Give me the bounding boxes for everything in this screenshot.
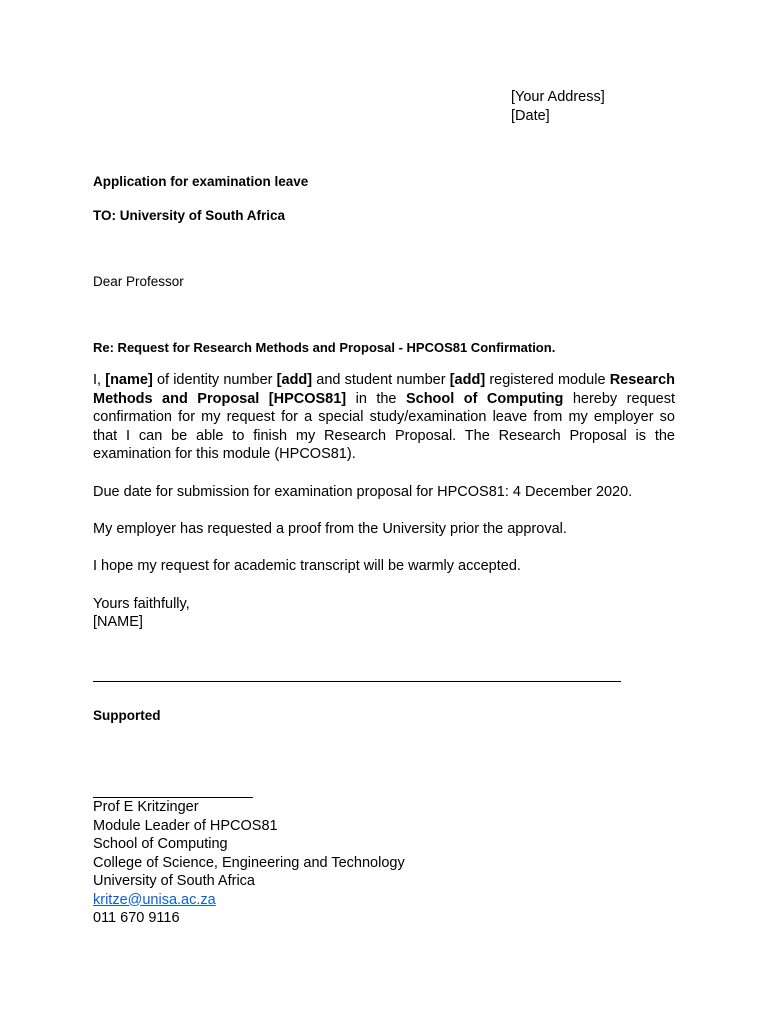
p1-text-4: registered module [485,372,610,388]
supported-label: Supported [93,708,161,723]
salutation: Dear Professor [93,274,184,289]
p1-text-2: of identity number [152,372,277,388]
signatory-block [93,798,405,928]
recipient-line: TO: University of South Africa [93,208,286,223]
school-name: School of Computing [405,390,564,407]
divider-line [93,681,621,682]
p1-text-6: hereby request confirmation for my request for a special study/examination leave from my employer so that I can be able to finish my Research Proposal. The Research Proposal is the examination for this module (HPCOS81). [93,390,675,462]
module-name: Research Methods and Proposal [HPCOS81] [93,372,675,407]
p1-text-1: I, [93,372,106,388]
closing-name: [NAME] [93,614,143,630]
letter-date: [Date] [511,108,550,124]
signatory-college: College of Science, Engineering and Technology [93,854,405,871]
placeholder-student-number: [add] [449,372,486,388]
signatory-role: Module Leader of HPCOS81 [93,817,278,834]
signatory-phone: 011 670 9116 [93,910,180,926]
sender-address: [Your Address] [511,89,605,105]
placeholder-name: [name] [105,372,153,388]
reference-line: Re: Request for Research Methods and Proposal - HPCOS81 Confirmation. [93,340,556,355]
p1-text-5: in the [346,390,406,407]
closing: Yours faithfully, [93,596,190,612]
placeholder-id-number: [add] [276,372,313,388]
body-paragraph-3: My employer has requested a proof from the University prior the approval. [93,521,567,537]
signatory-name: Prof E Kritzinger [93,799,199,815]
p1-text-3: and student number [312,372,450,388]
body-paragraph-1 [93,371,675,464]
signatory-school: School of Computing [93,836,228,852]
signatory-university: University of South Africa [93,873,255,889]
email-link[interactable]: kritze@unisa.ac.za [93,891,216,908]
body-paragraph-2: Due date for submission for examination proposal for HPCOS81: 4 December 2020. [93,484,633,500]
letter-subject: Application for examination leave [93,174,309,189]
sender-block [511,88,605,126]
body-paragraph-4: I hope my request for academic transcript will be warmly accepted. [93,558,521,574]
